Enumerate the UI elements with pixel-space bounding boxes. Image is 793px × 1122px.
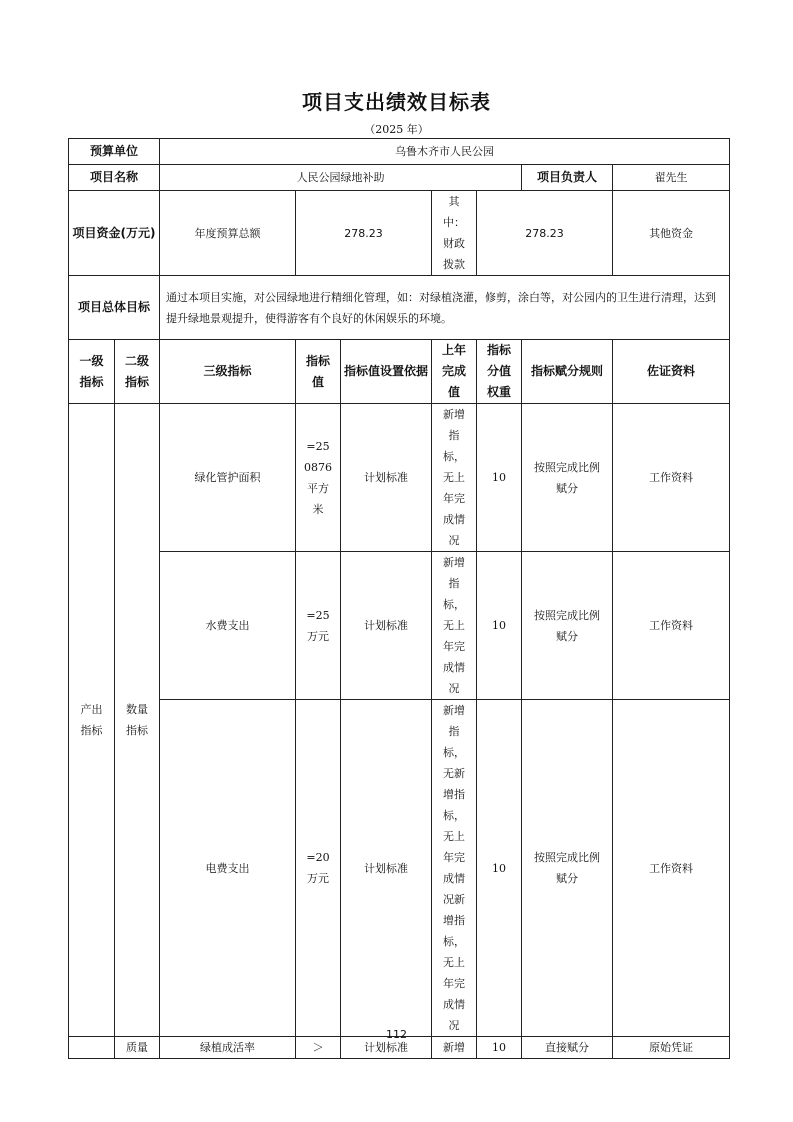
year-label: （2025 年） bbox=[364, 123, 429, 136]
project-name-label: 项目名称 bbox=[69, 165, 160, 191]
weight-cell: 10 bbox=[477, 700, 522, 1037]
header-last-year: 上年完成值 bbox=[432, 340, 477, 404]
indicator-row bbox=[69, 552, 730, 700]
rule-cell: 按照完成比例赋分 bbox=[522, 700, 613, 1037]
value-cell: ＞ bbox=[296, 1037, 341, 1059]
weight-cell: 10 bbox=[477, 404, 522, 552]
last-year-cell: 新增 bbox=[432, 1037, 477, 1059]
level3-cell: 水费支出 bbox=[160, 552, 296, 700]
last-year-cell: 新增指标，无上年完成情况 bbox=[432, 404, 477, 552]
overall-goal-row bbox=[69, 276, 730, 340]
basis-cell: 计划标准 bbox=[341, 404, 432, 552]
fiscal-label: 其中：财政拨款 bbox=[432, 191, 477, 276]
header-level3: 三级指标 bbox=[160, 340, 296, 404]
value-cell: =250876 平方米 bbox=[296, 404, 341, 552]
value-cell: =20 万元 bbox=[296, 700, 341, 1037]
weight-cell: 10 bbox=[477, 1037, 522, 1059]
project-owner-label: 项目负责人 bbox=[522, 165, 613, 191]
level3-cell: 绿化管护面积 bbox=[160, 404, 296, 552]
funds-label: 项目资金(万元) bbox=[69, 191, 160, 276]
indicator-header-row bbox=[69, 340, 730, 404]
funds-row bbox=[69, 191, 730, 276]
evidence-cell: 工作资料 bbox=[613, 700, 730, 1037]
budget-unit-value: 乌鲁木齐市人民公园 bbox=[160, 139, 730, 165]
evidence-cell: 工作资料 bbox=[613, 552, 730, 700]
annual-budget-value: 278.23 bbox=[296, 191, 432, 276]
last-year-cell: 新增指标，无新增指标，无上年完成情况新增指标，无上年完成情况 bbox=[432, 700, 477, 1037]
overall-goal-label: 项目总体目标 bbox=[69, 276, 160, 340]
weight-cell: 10 bbox=[477, 552, 522, 700]
basis-cell: 计划标准 bbox=[341, 1037, 432, 1059]
budget-unit-label: 预算单位 bbox=[69, 139, 160, 165]
level3-cell: 电费支出 bbox=[160, 700, 296, 1037]
indicator-row bbox=[69, 700, 730, 1037]
annual-budget-label: 年度预算总额 bbox=[160, 191, 296, 276]
last-year-cell: 新增指标，无上年完成情况 bbox=[432, 552, 477, 700]
header-value: 指标值 bbox=[296, 340, 341, 404]
project-owner-value: 翟先生 bbox=[613, 165, 730, 191]
other-funds-label: 其他资金 bbox=[613, 191, 730, 276]
level3-cell: 绿植成活率 bbox=[160, 1037, 296, 1059]
page-number: 112 bbox=[386, 1028, 407, 1041]
fiscal-value: 278.23 bbox=[477, 191, 613, 276]
header-weight: 指标分值权重 bbox=[477, 340, 522, 404]
header-level1: 一级指标 bbox=[69, 340, 115, 404]
header-level2: 二级指标 bbox=[115, 340, 160, 404]
level2-quality-cell: 质量 bbox=[115, 1037, 160, 1059]
header-evidence: 佐证资料 bbox=[613, 340, 730, 404]
rule-cell: 直接赋分 bbox=[522, 1037, 613, 1059]
evidence-cell: 工作资料 bbox=[613, 404, 730, 552]
value-cell: =25 万元 bbox=[296, 552, 341, 700]
header-rule: 指标赋分规则 bbox=[522, 340, 613, 404]
page-title: 项目支出绩效目标表 bbox=[302, 90, 491, 114]
budget-unit-row bbox=[69, 139, 730, 165]
rule-cell: 按照完成比例赋分 bbox=[522, 404, 613, 552]
level2-quantity-cell: 数量指标 bbox=[115, 404, 160, 1037]
basis-cell: 计划标准 bbox=[341, 700, 432, 1037]
overall-goal-text: 通过本项目实施，对公园绿地进行精细化管理，如：对绿植浇灌，修剪，涂白等，对公园内的卫生进行清理，达到提升绿地景观提升，使得游客有个良好的休闲娱乐的环境。 bbox=[160, 276, 730, 340]
level1-output-cell: 产出指标 bbox=[69, 404, 115, 1037]
rule-cell: 按照完成比例赋分 bbox=[522, 552, 613, 700]
basis-cell: 计划标准 bbox=[341, 552, 432, 700]
indicator-row bbox=[69, 404, 730, 552]
project-name-row bbox=[69, 165, 730, 191]
project-name-value: 人民公园绿地补助 bbox=[160, 165, 522, 191]
header-basis: 指标值设置依据 bbox=[341, 340, 432, 404]
performance-target-table bbox=[68, 138, 730, 1059]
evidence-cell: 原始凭证 bbox=[613, 1037, 730, 1059]
